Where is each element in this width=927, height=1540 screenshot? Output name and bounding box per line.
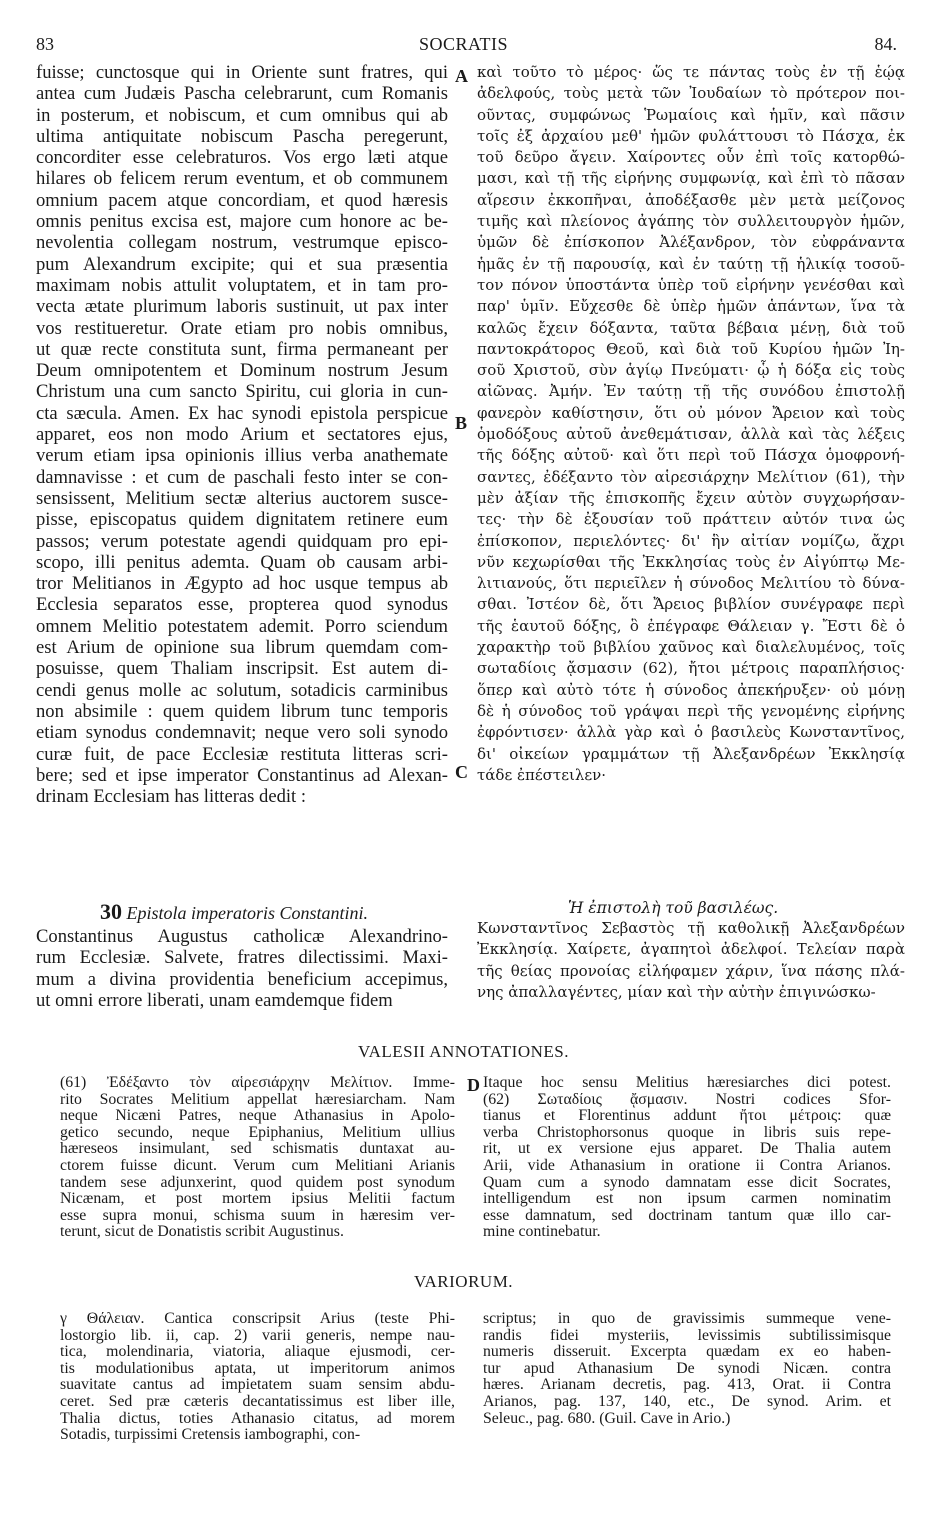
- epistola-text-line: mum a divina providentia beneficium accepimus,: [36, 968, 448, 990]
- valesii-note-line: verba Christophorsonus quoque in libris suis repe-: [483, 1124, 891, 1141]
- greek-text-line: ἡμᾶς ἐν τῇ παρουσίᾳ, καὶ ἐν ταύτῃ τῇ ἡλικίᾳ τοσοῦ-: [477, 254, 905, 273]
- greek-text-line: σοῦ Χριστοῦ, σὺν ἁγίῳ Πνεύματι· ᾧ ἡ δόξα εἰς τοὺς: [477, 361, 905, 380]
- latin-text-line: est Arium de opinione sua librum quemdam com-: [36, 637, 448, 659]
- valesii-note-line: esse damnatum, sed doctrinam tantum quæ illo car-: [483, 1207, 891, 1224]
- valesii-note-line: rit, ut ex versione ejus apparet. De Thalia autem: [483, 1141, 891, 1158]
- variorum-heading: VARIORUM.: [413, 1272, 514, 1291]
- greek-text-line: ἐφρόντισεν· ἀλλὰ γὰρ καὶ ὁ βασιλεὺς Κωνσταντῖνος,: [477, 723, 905, 742]
- latin-text-line: antea cum Judæis Pascha celebrarunt, cum Romanis: [36, 83, 448, 105]
- greek-text-line: σωταδίοις ᾄσμασιν (62), ἤτοι μέτροις παραπλήσιος·: [477, 659, 905, 678]
- variorum-note-line: suavitate cantus ad impietatem suam sensim abdu-: [60, 1377, 455, 1394]
- latin-text-line: ultima antiquitate nobiscum Pascha peregerunt,: [36, 125, 448, 147]
- variorum-note-line: ceret. Sed præ cæteris decantatissimus est liber ille,: [60, 1393, 455, 1410]
- latin-text-line: sensissent, Melitium sectæ alterius auctorem susce-: [36, 487, 448, 509]
- margin-letter-d: D: [467, 1075, 480, 1095]
- greek-epistle-title: Ἡ ἐπιστολὴ τοῦ βασιλέως.: [568, 899, 779, 917]
- latin-text-line: vecta ætate plurimum laboris sustinuit, ut pax inter: [36, 296, 448, 318]
- latin-text-line: cta sæcula. Amen. Ex hac synodi epistola perspicue: [36, 402, 448, 424]
- valesii-note-line: tandem sese adjunxerint, quod quidem post synodum: [60, 1174, 455, 1191]
- greek-text-line: τον πόνον ὑποστάντα ὑπὲρ τοῦ εἰρήνην γενέσθαι καὶ: [477, 275, 905, 294]
- variorum-note-line: randis fidei mysteriis, levissimis subtilissimisque: [483, 1327, 891, 1344]
- greek-text-line: σαντες, ἐδέξαντο τὸν αἱρεσιάρχην Μελίτιον (61), τὴν: [477, 467, 905, 486]
- greek-text-line: σθαι. Ἰστέον δὲ, ὅτι Ἄρειος βιβλίον συνέγραφε περὶ: [477, 595, 905, 614]
- greek-text-line: αἵρεσιν ἐκκοπῆναι, ἀποδέξασθε μὲν μετὰ μείζονος: [477, 190, 905, 209]
- latin-text-line: nevolentia collegam nostrum, vestrumque episco-: [36, 232, 448, 254]
- epistola-text-line: Constantinus Augustus catholicæ Alexandrino-: [36, 926, 448, 947]
- greek-text-line: νῦν κεχωρίσθαι τῆς Ἐκκλησίας τοὺς ἐν Αἰγύπτῳ Με-: [477, 552, 905, 571]
- greek-text-line: ἐπίσκοπον, περιελόντες· δι' ἣν αἰτίαν νομίζω, ἄχρι: [477, 531, 905, 550]
- latin-text-line: concorditer esse celebraturos. Vos ergo læti atque: [36, 147, 448, 169]
- valesii-note-line: esse supra monui, schisma suum in hæresim ver-: [60, 1207, 455, 1224]
- variorum-note-line: tis modulationibus aptata, ut imperitorum animos: [60, 1360, 455, 1377]
- valesii-note-line: getico secundo, neque Epiphanius, Melitium ullius: [60, 1124, 455, 1141]
- latin-text-line: verum etiam ipsa opinionis illius verba anathemate: [36, 445, 448, 467]
- greek-epistle-line: Κωνσταντῖνος Σεβαστὸς τῇ καθολικῇ Ἀλεξανδρέων: [477, 919, 905, 937]
- greek-text-line: τάδε ἐπέστειλεν·: [477, 765, 607, 784]
- right-page-number: 84.: [874, 34, 897, 54]
- greek-epistle-line: νης ἀπαλλαγέντες, μίαν καὶ τὴν αὐτὴν ἐπιγινώσκω-: [477, 982, 876, 1001]
- latin-text-line: posuisse, quem Thaliam inscripsit. Est autem di-: [36, 658, 448, 680]
- latin-text-line: omnium pacem atque concordiam, et quod hæresis: [36, 189, 448, 211]
- latin-text-line: passos; verum potestate agendi quidquam pro epi-: [36, 530, 448, 552]
- latin-text-line: scopo, illi penitus ademta. Quam ob causam arbi-: [36, 551, 448, 573]
- margin-letter-c: C: [455, 762, 468, 782]
- greek-text-line: τιμῆς καὶ πλείονος ἀγάπης τὸν συλλειτουργὸν ἡμῶν,: [477, 212, 905, 231]
- valesii-note-line: (62) Σωταδίοις ᾄσμασιν. Nostri codices Sfor-: [483, 1091, 891, 1108]
- greek-text-line: δι' οἰκείων γραμμάτων τῇ Ἀλεξανδρέων Ἐκκλησίᾳ: [477, 744, 905, 763]
- latin-text-line: omnem Melitio potestatem ademit. Porro sciendum: [36, 615, 448, 637]
- valesii-note-line: neque Nicæni Patres, neque Athanasius in Apolo-: [60, 1108, 455, 1125]
- latin-text-line: bere; sed et ipse imperator Constantinus ad Alexan-: [36, 764, 448, 786]
- latin-text-line: Christum una cum sancto Spiritu, cui gloria in cun-: [36, 381, 448, 403]
- greek-text-line: ὑμῶν δὲ ἐπίσκοπον Ἀλέξανδρον, τὸν εὐφράναντα: [477, 233, 905, 252]
- latin-text-line: hilares ob felicem rerum eventum, et ob communem: [36, 168, 448, 190]
- latin-text-line: apparet, eos non modo Arium et sectatores ejus,: [36, 424, 448, 446]
- greek-text-line: ὅπερ καὶ αὐτὸ τότε ἡ σύνοδος ἀπεκήρυξεν· οὐ μόνῃ: [477, 680, 905, 699]
- epistola-text-line: ut omni errore liberati, unam eamdemque fidem: [36, 989, 393, 1011]
- latin-text-line: drinam Ecclesiam has litteras dedit :: [36, 786, 307, 808]
- variorum-note-line: Sotadis, turpissimi Cretensis iambographi, con-: [60, 1427, 361, 1444]
- greek-text-line: λιτιανούς, ὅτι περιεῖλεν ἡ σύνοδος Μελιτίου τὸ δύνα-: [477, 574, 905, 593]
- greek-text-line: χαρακτὴρ τοῦ βιβλίου χαῦνος καὶ διαλελυμένος, τοῖς: [477, 638, 905, 657]
- latin-text-line: in posterum, et nobiscum, et cum omnibus qui ab: [36, 104, 448, 126]
- greek-epistle-text: [477, 918, 905, 1003]
- greek-text-line: καὶ τοῦτο τὸ μέρος· ὥς τε πάντας τοὺς ἐν τῇ ἑῴᾳ: [477, 63, 905, 81]
- variorum-note-line: Thalia dictus, toties Athanasio citatus, ad morem: [60, 1410, 455, 1427]
- latin-text-line: ut quæ recte constituta sunt, firma permaneant per: [36, 338, 448, 360]
- greek-text-line: τες· τὴν δὲ ἐξουσίαν τοῦ πράττειν αὐτόν τινα ὡς: [477, 510, 905, 529]
- variorum-note-line: numeris disseruit. Excerpta quædam ex eo haben-: [483, 1344, 891, 1361]
- greek-text-line: οῦντας, συμφώνως Ῥωμαίοις καὶ ἡμῖν, καὶ πᾶσιν: [477, 105, 905, 124]
- greek-epistle-line: Ἐκκλησίᾳ. Χαίρετε, ἀγαπητοὶ ἀδελφοί. Τελείαν παρὰ: [477, 940, 905, 959]
- greek-text-line: ὁμοδόξους αὐτοῦ ἀνεθεμάτισαν, ἀλλὰ καὶ τὰς λέξεις: [477, 425, 905, 444]
- greek-text-line: φανερὸν καθίστησιν, ὅτι οὐ μόνον Ἄρειον καὶ τοὺς: [477, 403, 905, 422]
- valesii-note-line: ctorem fuisse dicunt. Verum cum Melitiani Arianis: [60, 1157, 455, 1174]
- valesii-note-line: Arii, vide Athanasium in oratione ii Contra Arianos.: [483, 1157, 891, 1174]
- latin-text-line: non absimile : quem quidem librum tunc temporis: [36, 700, 448, 722]
- valesii-note-line: terunt, sicut de Donatistis scribit Augustinus.: [60, 1224, 344, 1241]
- margin-letter-a: A: [455, 66, 468, 86]
- greek-text-line: δὲ ἡ σύνοδος τοῦ γράψαι περὶ τῆς γενομένης εἰρήνης: [477, 701, 905, 720]
- valesii-right-notes: [483, 1075, 891, 1241]
- latin-text-line: maximam nobis attulit voluptatem, et in tam pro-: [36, 274, 448, 296]
- latin-text-line: curæ fuit, de pace Ecclesiæ restituta litteras scri-: [36, 743, 448, 765]
- latin-text-line: damnavisse : et cum de paschali festo inter se con-: [36, 466, 448, 488]
- variorum-note-line: tur apud Athanasium De synodi Nicæn. contra: [483, 1360, 891, 1377]
- latin-text-line: vos restitueretur. Orate etiam pro nobis omnibus,: [36, 317, 448, 339]
- variorum-note-line: hæres. Arianam decretis, pag. 413, Orat. ii Contra: [483, 1377, 891, 1394]
- latin-text-line: omnis penitus excisa est, majore cum honore ac be-: [36, 211, 448, 233]
- valesii-heading: VALESII ANNOTATIONES.: [358, 1042, 569, 1061]
- greek-text-line: καλῶς ἔχειν δόξαντα, ταῦτα βέβαια μένῃ, διὰ τοῦ: [477, 318, 905, 337]
- latin-text-line: fuisse; cunctosque qui in Oriente sunt fratres, qui: [36, 62, 448, 83]
- variorum-left-notes: [60, 1311, 455, 1444]
- valesii-note-line: (61) Ἐδέξαντο τὸν αἱρεσιάρχην Μελίτιον. Imme-: [60, 1075, 455, 1091]
- running-title: SOCRATIS: [418, 34, 509, 54]
- epistola-text-line: rum Ecclesiæ. Salvete, fratres dilectissimi. Maxi-: [36, 947, 448, 969]
- left-page-number: 83: [36, 34, 54, 54]
- greek-text-line: τῆς δόξης αὐτοῦ· καὶ ὅτι περὶ τοῦ Πάσχα ὁμοφρονή-: [477, 446, 905, 465]
- greek-text-line: αἰῶνας. Ἀμήν. Ἐν ταύτῃ τῇ τῆς συνόδου ἐπιστολῇ: [477, 382, 905, 401]
- variorum-note-line: scriptus; in quo de gravissimis summeque vene-: [483, 1311, 891, 1327]
- greek-text-line: μασι, καὶ τῇ τῆς εἰρήνης συμφωνίᾳ, καὶ ἐπὶ τὸ πᾶσαν: [477, 169, 905, 188]
- variorum-note-line: tica, molendinaria, viatoria, aliaque ejusmodi, cer-: [60, 1344, 455, 1361]
- epistola-text: [36, 926, 448, 1011]
- valesii-note-line: intelligendum est non ipsum carmen nominatim: [483, 1191, 891, 1208]
- greek-text-line: παντοκράτορος Θεοῦ, καὶ διὰ τοῦ Κυρίου ἡμῶν Ἰη-: [477, 339, 905, 358]
- epistola-heading: [100, 899, 460, 925]
- latin-text-line: pisse, episcopatus quidem dignitatem retinere eum: [36, 509, 448, 531]
- greek-epistle-line: τῆς θείας προνοίας εἰλήφαμεν χάριν, ἵνα πάσης πλά-: [477, 961, 905, 980]
- latin-text-line: Ecclesia separatos esse, propterea quod synodus: [36, 594, 448, 616]
- greek-text-line: τοῖς ἐξ ἀρχαίου μεθ' ἡμῶν φυλάττουσι τὸ Πάσχα, ἐκ: [477, 126, 905, 145]
- epistola-title: Epistola imperatoris Constantini.: [126, 903, 369, 923]
- greek-text-column: [477, 62, 905, 786]
- greek-text-line: ἀδελφούς, τοὺς μετὰ τῶν Ἰουδαίων τὸ πρότερον ποι-: [477, 84, 905, 103]
- greek-text-line: παρ' ὑμῖν. Εὔχεσθε δὲ ὑπὲρ ἡμῶν ἁπάντων, ἵνα τὰ: [477, 297, 905, 316]
- valesii-note-line: mine continebatur.: [483, 1224, 601, 1241]
- greek-text-line: μὲν ἀξίαν τῆς ἐπισκοπῆς ἔχειν αὐτὸν συγχωρήσαν-: [477, 488, 905, 507]
- variorum-note-line: lostorgio lib. ii, cap. 2) varii generis, nempe nau-: [60, 1327, 455, 1344]
- latin-text-line: cendi genus molle ac solutum, sotadicis carminibus: [36, 679, 448, 701]
- valesii-note-line: Nicænam, et post mortem ipsius Melitii factum: [60, 1191, 455, 1208]
- latin-text-line: pum Alexandrum excipite; qui et sua præsentia: [36, 253, 448, 275]
- variorum-note-line: Arianos, pag. 137, 140, etc., De synod. Arim. et: [483, 1393, 891, 1410]
- variorum-note-line: γ Θάλειαν. Cantica conscripsit Arius (teste Phi-: [60, 1311, 455, 1327]
- latin-text-line: tror Melitianos in Ægypto ad hoc usque tempus ab: [36, 573, 448, 595]
- margin-letter-b: B: [455, 413, 468, 433]
- valesii-note-line: Quam cum a synodo damnatam esse dicit Socrates,: [483, 1174, 891, 1191]
- greek-text-line: τοῦ δεῦρο ἄγειν. Χαίροντες οὖν ἐπὶ τοῖς κατορθώ-: [477, 148, 905, 167]
- valesii-note-line: Itaque hoc sensu Melitius hæresiarches dici potest.: [483, 1075, 891, 1091]
- variorum-note-line: Seleuc., pag. 680. (Guil. Cave in Ario.): [483, 1410, 731, 1427]
- latin-text-line: etiam synodus condemnavit; neque vero soli synodo: [36, 722, 448, 744]
- greek-text-line: τῆς ἑαυτοῦ δόξης, ὃ ἐπέγραφε Θάλειαν γ. Ἔστι δὲ ὁ: [477, 616, 905, 635]
- latin-text-line: Deum omnipotentem et Dominum nostrum Jesum: [36, 360, 448, 382]
- valesii-note-line: hæreseos insimulant, sed schismatis duntaxat au-: [60, 1141, 455, 1158]
- variorum-right-notes: [483, 1311, 891, 1427]
- latin-text-column: [36, 62, 448, 807]
- valesii-note-line: rito Socrates Melitium appellat hæresiarcham. Nam: [60, 1091, 455, 1108]
- valesii-left-notes: [60, 1075, 455, 1241]
- epistola-number: 30: [100, 899, 122, 924]
- valesii-note-line: tianus et Florentinus addunt ἤτοι μέτροις: quæ: [483, 1108, 891, 1125]
